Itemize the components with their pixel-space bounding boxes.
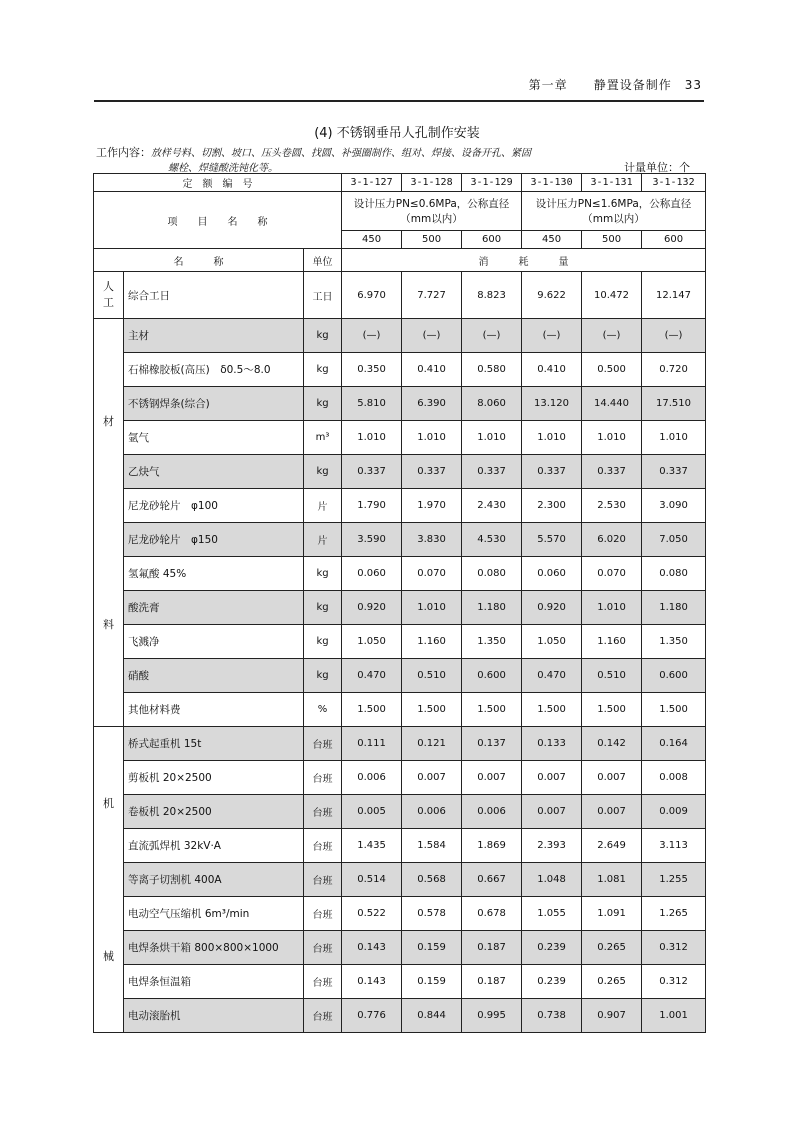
value-cell: 1.500 xyxy=(342,693,402,727)
value-cell: 1.869 xyxy=(462,829,522,863)
value-cell: 0.350 xyxy=(342,353,402,387)
value-cell: 17.510 xyxy=(642,387,706,421)
value-cell: 0.007 xyxy=(582,795,642,829)
item-unit: kg xyxy=(304,557,342,591)
item-unit: 台班 xyxy=(304,727,342,761)
value-cell: 0.159 xyxy=(402,965,462,999)
value-cell: 6.020 xyxy=(582,523,642,557)
value-cell: 12.147 xyxy=(642,272,706,319)
diameter-cell: 450 xyxy=(522,231,582,249)
value-cell: 0.410 xyxy=(522,353,582,387)
value-cell: 1.010 xyxy=(402,591,462,625)
table-row xyxy=(94,829,706,863)
value-cell: 1.010 xyxy=(462,421,522,455)
value-cell: 2.300 xyxy=(522,489,582,523)
value-cell: 0.312 xyxy=(642,931,706,965)
item-unit: 片 xyxy=(304,523,342,557)
value-cell: 1.055 xyxy=(522,897,582,931)
value-cell: 0.510 xyxy=(582,659,642,693)
value-cell: (—) xyxy=(342,319,402,353)
value-cell: 0.522 xyxy=(342,897,402,931)
value-cell: 0.568 xyxy=(402,863,462,897)
item-unit: 台班 xyxy=(304,863,342,897)
table-row xyxy=(94,795,706,829)
table-row xyxy=(94,931,706,965)
value-cell: 0.070 xyxy=(582,557,642,591)
labor-category xyxy=(94,272,124,319)
value-cell: 0.337 xyxy=(402,455,462,489)
unit-col-label: 单位 xyxy=(304,249,342,272)
value-cell: 1.435 xyxy=(342,829,402,863)
table-row xyxy=(94,591,706,625)
value-cell: 0.514 xyxy=(342,863,402,897)
value-cell: 0.776 xyxy=(342,999,402,1033)
group-header-high-pressure: 设计压力PN≤1.6MPa，公称直径（mm以内） xyxy=(522,192,706,231)
table-row xyxy=(94,523,706,557)
value-cell: 1.255 xyxy=(642,863,706,897)
item-name: 桥式起重机 15t xyxy=(124,727,304,761)
item-name: 乙炔气 xyxy=(124,455,304,489)
table-row xyxy=(94,489,706,523)
value-cell: 0.080 xyxy=(462,557,522,591)
value-cell: 0.159 xyxy=(402,931,462,965)
value-cell: 0.600 xyxy=(462,659,522,693)
value-cell: 0.007 xyxy=(462,761,522,795)
value-cell: 0.080 xyxy=(642,557,706,591)
quota-code: 3-1-129 xyxy=(462,174,522,192)
quota-code-row xyxy=(94,174,706,192)
value-cell: 0.720 xyxy=(642,353,706,387)
item-name: 电动滚胎机 xyxy=(124,999,304,1033)
value-cell: 8.823 xyxy=(462,272,522,319)
value-cell: 0.143 xyxy=(342,965,402,999)
item-unit: 台班 xyxy=(304,999,342,1033)
value-cell: 1.010 xyxy=(582,591,642,625)
chapter-label: 第一章 xyxy=(528,78,568,92)
value-cell: 0.239 xyxy=(522,965,582,999)
table-row xyxy=(94,863,706,897)
diameter-cell: 600 xyxy=(642,231,706,249)
table-row xyxy=(94,727,706,761)
value-cell: 2.530 xyxy=(582,489,642,523)
value-cell: 8.060 xyxy=(462,387,522,421)
value-cell: (—) xyxy=(582,319,642,353)
group-header-low-pressure: 设计压力PN≤0.6MPa，公称直径（mm以内） xyxy=(342,192,522,231)
value-cell: 0.007 xyxy=(402,761,462,795)
item-name: 主材 xyxy=(124,319,304,353)
value-cell: 7.050 xyxy=(642,523,706,557)
table-row xyxy=(94,319,706,353)
value-cell: 14.440 xyxy=(582,387,642,421)
value-cell: 0.337 xyxy=(522,455,582,489)
value-cell: 1.091 xyxy=(582,897,642,931)
table-row xyxy=(94,272,706,319)
item-unit: kg xyxy=(304,455,342,489)
item-unit: kg xyxy=(304,591,342,625)
value-cell: 1.500 xyxy=(522,693,582,727)
value-cell: 4.530 xyxy=(462,523,522,557)
value-cell: 3.830 xyxy=(402,523,462,557)
item-unit: 台班 xyxy=(304,931,342,965)
value-cell: 6.390 xyxy=(402,387,462,421)
value-cell: 10.472 xyxy=(582,272,642,319)
item-unit: kg xyxy=(304,319,342,353)
column-header-row xyxy=(94,249,706,272)
item-name: 氢氟酸 45% xyxy=(124,557,304,591)
value-cell: 0.005 xyxy=(342,795,402,829)
item-name: 电焊条恒温箱 xyxy=(124,965,304,999)
value-cell: 13.120 xyxy=(522,387,582,421)
category-label: 材 xyxy=(103,414,114,428)
name-col-label: 名 称 xyxy=(94,249,304,272)
item-unit: kg xyxy=(304,659,342,693)
section-label: 静置设备制作 xyxy=(593,78,672,92)
value-cell: 9.622 xyxy=(522,272,582,319)
category-label: 料 xyxy=(103,618,114,632)
value-cell: 0.121 xyxy=(402,727,462,761)
value-cell: 0.164 xyxy=(642,727,706,761)
table-row xyxy=(94,965,706,999)
value-cell: 7.727 xyxy=(402,272,462,319)
value-cell: 0.337 xyxy=(582,455,642,489)
item-name: 综合工日 xyxy=(124,272,304,319)
value-cell: 0.142 xyxy=(582,727,642,761)
item-unit: 台班 xyxy=(304,795,342,829)
value-cell: 1.500 xyxy=(642,693,706,727)
value-cell: 0.920 xyxy=(522,591,582,625)
table-row xyxy=(94,455,706,489)
item-name: 尼龙砂轮片 φ150 xyxy=(124,523,304,557)
value-cell: 1.265 xyxy=(642,897,706,931)
item-name: 电动空气压缩机 6m³/min xyxy=(124,897,304,931)
item-name: 石棉橡胶板(高压) δ0.5～8.0 xyxy=(124,353,304,387)
quota-code: 3-1-127 xyxy=(342,174,402,192)
value-cell: 1.500 xyxy=(402,693,462,727)
value-cell: 1.350 xyxy=(642,625,706,659)
item-name: 氩气 xyxy=(124,421,304,455)
value-cell: 0.844 xyxy=(402,999,462,1033)
item-unit: % xyxy=(304,693,342,727)
value-cell: 0.470 xyxy=(342,659,402,693)
value-cell: 5.810 xyxy=(342,387,402,421)
page-number: 33 xyxy=(684,78,702,92)
value-cell: 1.001 xyxy=(642,999,706,1033)
quota-code-label: 定 额 编 号 xyxy=(94,174,342,192)
category-label: 械 xyxy=(103,949,114,963)
value-cell: 1.584 xyxy=(402,829,462,863)
value-cell: 1.180 xyxy=(462,591,522,625)
value-cell: 0.143 xyxy=(342,931,402,965)
value-cell: 1.180 xyxy=(642,591,706,625)
value-cell: (—) xyxy=(462,319,522,353)
value-cell: 1.010 xyxy=(582,421,642,455)
table-row xyxy=(94,387,706,421)
value-cell: 0.265 xyxy=(582,931,642,965)
quota-code: 3-1-132 xyxy=(642,174,706,192)
table-row xyxy=(94,421,706,455)
table-row xyxy=(94,761,706,795)
diameter-cell: 600 xyxy=(462,231,522,249)
work-content-line2: 螺栓、焊缝酸洗钝化等。 xyxy=(168,163,278,174)
value-cell: 1.500 xyxy=(582,693,642,727)
value-cell: 0.920 xyxy=(342,591,402,625)
running-header xyxy=(94,72,704,102)
item-unit: 台班 xyxy=(304,897,342,931)
value-cell: 0.678 xyxy=(462,897,522,931)
quota-code: 3-1-130 xyxy=(522,174,582,192)
measurement-unit: 计量单位：个 xyxy=(624,161,690,174)
value-cell: 1.970 xyxy=(402,489,462,523)
item-unit: kg xyxy=(304,625,342,659)
item-name: 硝酸 xyxy=(124,659,304,693)
value-cell: 0.500 xyxy=(582,353,642,387)
value-cell: 2.649 xyxy=(582,829,642,863)
value-cell: 0.738 xyxy=(522,999,582,1033)
quota-code: 3-1-128 xyxy=(402,174,462,192)
value-cell: 2.430 xyxy=(462,489,522,523)
value-cell: 1.500 xyxy=(462,693,522,727)
item-name: 卷板机 20×2500 xyxy=(124,795,304,829)
value-cell: 1.160 xyxy=(582,625,642,659)
value-cell: 0.470 xyxy=(522,659,582,693)
value-cell: 0.580 xyxy=(462,353,522,387)
value-cell: 0.111 xyxy=(342,727,402,761)
value-cell: 0.337 xyxy=(342,455,402,489)
value-cell: 0.137 xyxy=(462,727,522,761)
work-content-label: 工作内容： xyxy=(96,146,151,159)
value-cell: 2.393 xyxy=(522,829,582,863)
table-row xyxy=(94,353,706,387)
category-label: 机 xyxy=(103,797,114,811)
item-name: 剪板机 20×2500 xyxy=(124,761,304,795)
item-unit: 台班 xyxy=(304,829,342,863)
value-cell: 0.995 xyxy=(462,999,522,1033)
value-cell: 0.070 xyxy=(402,557,462,591)
value-cell: 0.007 xyxy=(522,761,582,795)
value-cell: 0.410 xyxy=(402,353,462,387)
item-name: 电焊条烘干箱 800×800×1000 xyxy=(124,931,304,965)
value-cell: 0.060 xyxy=(522,557,582,591)
value-cell: 0.007 xyxy=(582,761,642,795)
value-cell: (—) xyxy=(402,319,462,353)
diameter-cell: 500 xyxy=(402,231,462,249)
table-row xyxy=(94,897,706,931)
quota-code: 3-1-131 xyxy=(582,174,642,192)
value-cell: 1.048 xyxy=(522,863,582,897)
value-cell: 3.113 xyxy=(642,829,706,863)
item-unit: 片 xyxy=(304,489,342,523)
item-unit: 台班 xyxy=(304,965,342,999)
value-cell: 0.006 xyxy=(462,795,522,829)
value-cell: 0.187 xyxy=(462,965,522,999)
value-cell: (—) xyxy=(522,319,582,353)
material-category xyxy=(94,319,124,727)
category-label: 人工 xyxy=(103,280,114,309)
work-content-line1: 放样号料、切割、坡口、压头卷圆、找圆、补强圈制作、组对、焊接、设备开孔、紧固 xyxy=(151,148,531,159)
value-cell: 1.350 xyxy=(462,625,522,659)
table-title: (4) 不锈钢垂吊人孔制作安装 xyxy=(314,126,480,141)
consumption-label: 消 耗 量 xyxy=(342,249,706,272)
value-cell: 3.090 xyxy=(642,489,706,523)
table-row xyxy=(94,557,706,591)
item-name: 不锈钢焊条(综合) xyxy=(124,387,304,421)
value-cell: 0.006 xyxy=(342,761,402,795)
value-cell: 0.239 xyxy=(522,931,582,965)
value-cell: 0.009 xyxy=(642,795,706,829)
item-unit: m³ xyxy=(304,421,342,455)
table-row xyxy=(94,659,706,693)
value-cell: 0.265 xyxy=(582,965,642,999)
value-cell: 0.907 xyxy=(582,999,642,1033)
diameter-cell: 500 xyxy=(582,231,642,249)
table-row xyxy=(94,625,706,659)
value-cell: 1.010 xyxy=(342,421,402,455)
item-unit: kg xyxy=(304,353,342,387)
header-text xyxy=(529,76,702,93)
value-cell: 5.570 xyxy=(522,523,582,557)
quota-table xyxy=(93,173,706,1033)
value-cell: 0.667 xyxy=(462,863,522,897)
value-cell: 1.010 xyxy=(402,421,462,455)
value-cell: 1.081 xyxy=(582,863,642,897)
item-name: 酸洗膏 xyxy=(124,591,304,625)
value-cell: 0.578 xyxy=(402,897,462,931)
item-unit: kg xyxy=(304,387,342,421)
table-row xyxy=(94,693,706,727)
value-cell: 6.970 xyxy=(342,272,402,319)
table-row xyxy=(94,999,706,1033)
item-unit: 工日 xyxy=(304,272,342,319)
value-cell: 3.590 xyxy=(342,523,402,557)
work-content xyxy=(96,146,696,160)
item-name-label: 项 目 名 称 xyxy=(94,192,342,249)
value-cell: 1.050 xyxy=(522,625,582,659)
value-cell: 0.510 xyxy=(402,659,462,693)
item-name: 飞溅净 xyxy=(124,625,304,659)
value-cell: 1.010 xyxy=(522,421,582,455)
value-cell: 0.312 xyxy=(642,965,706,999)
value-cell: 0.187 xyxy=(462,931,522,965)
value-cell: 0.600 xyxy=(642,659,706,693)
item-unit: 台班 xyxy=(304,761,342,795)
value-cell: 1.010 xyxy=(642,421,706,455)
value-cell: 1.050 xyxy=(342,625,402,659)
item-name: 直流弧焊机 32kV·A xyxy=(124,829,304,863)
value-cell: 0.006 xyxy=(402,795,462,829)
value-cell: 1.160 xyxy=(402,625,462,659)
value-cell: 0.337 xyxy=(642,455,706,489)
diameter-cell: 450 xyxy=(342,231,402,249)
item-name: 其他材料费 xyxy=(124,693,304,727)
item-name: 尼龙砂轮片 φ100 xyxy=(124,489,304,523)
value-cell: 0.008 xyxy=(642,761,706,795)
machinery-category xyxy=(94,727,124,1033)
value-cell: 0.060 xyxy=(342,557,402,591)
value-cell: (—) xyxy=(642,319,706,353)
value-cell: 0.337 xyxy=(462,455,522,489)
value-cell: 1.790 xyxy=(342,489,402,523)
item-group-row xyxy=(94,192,706,231)
value-cell: 0.007 xyxy=(522,795,582,829)
value-cell: 0.133 xyxy=(522,727,582,761)
item-name: 等离子切割机 400A xyxy=(124,863,304,897)
